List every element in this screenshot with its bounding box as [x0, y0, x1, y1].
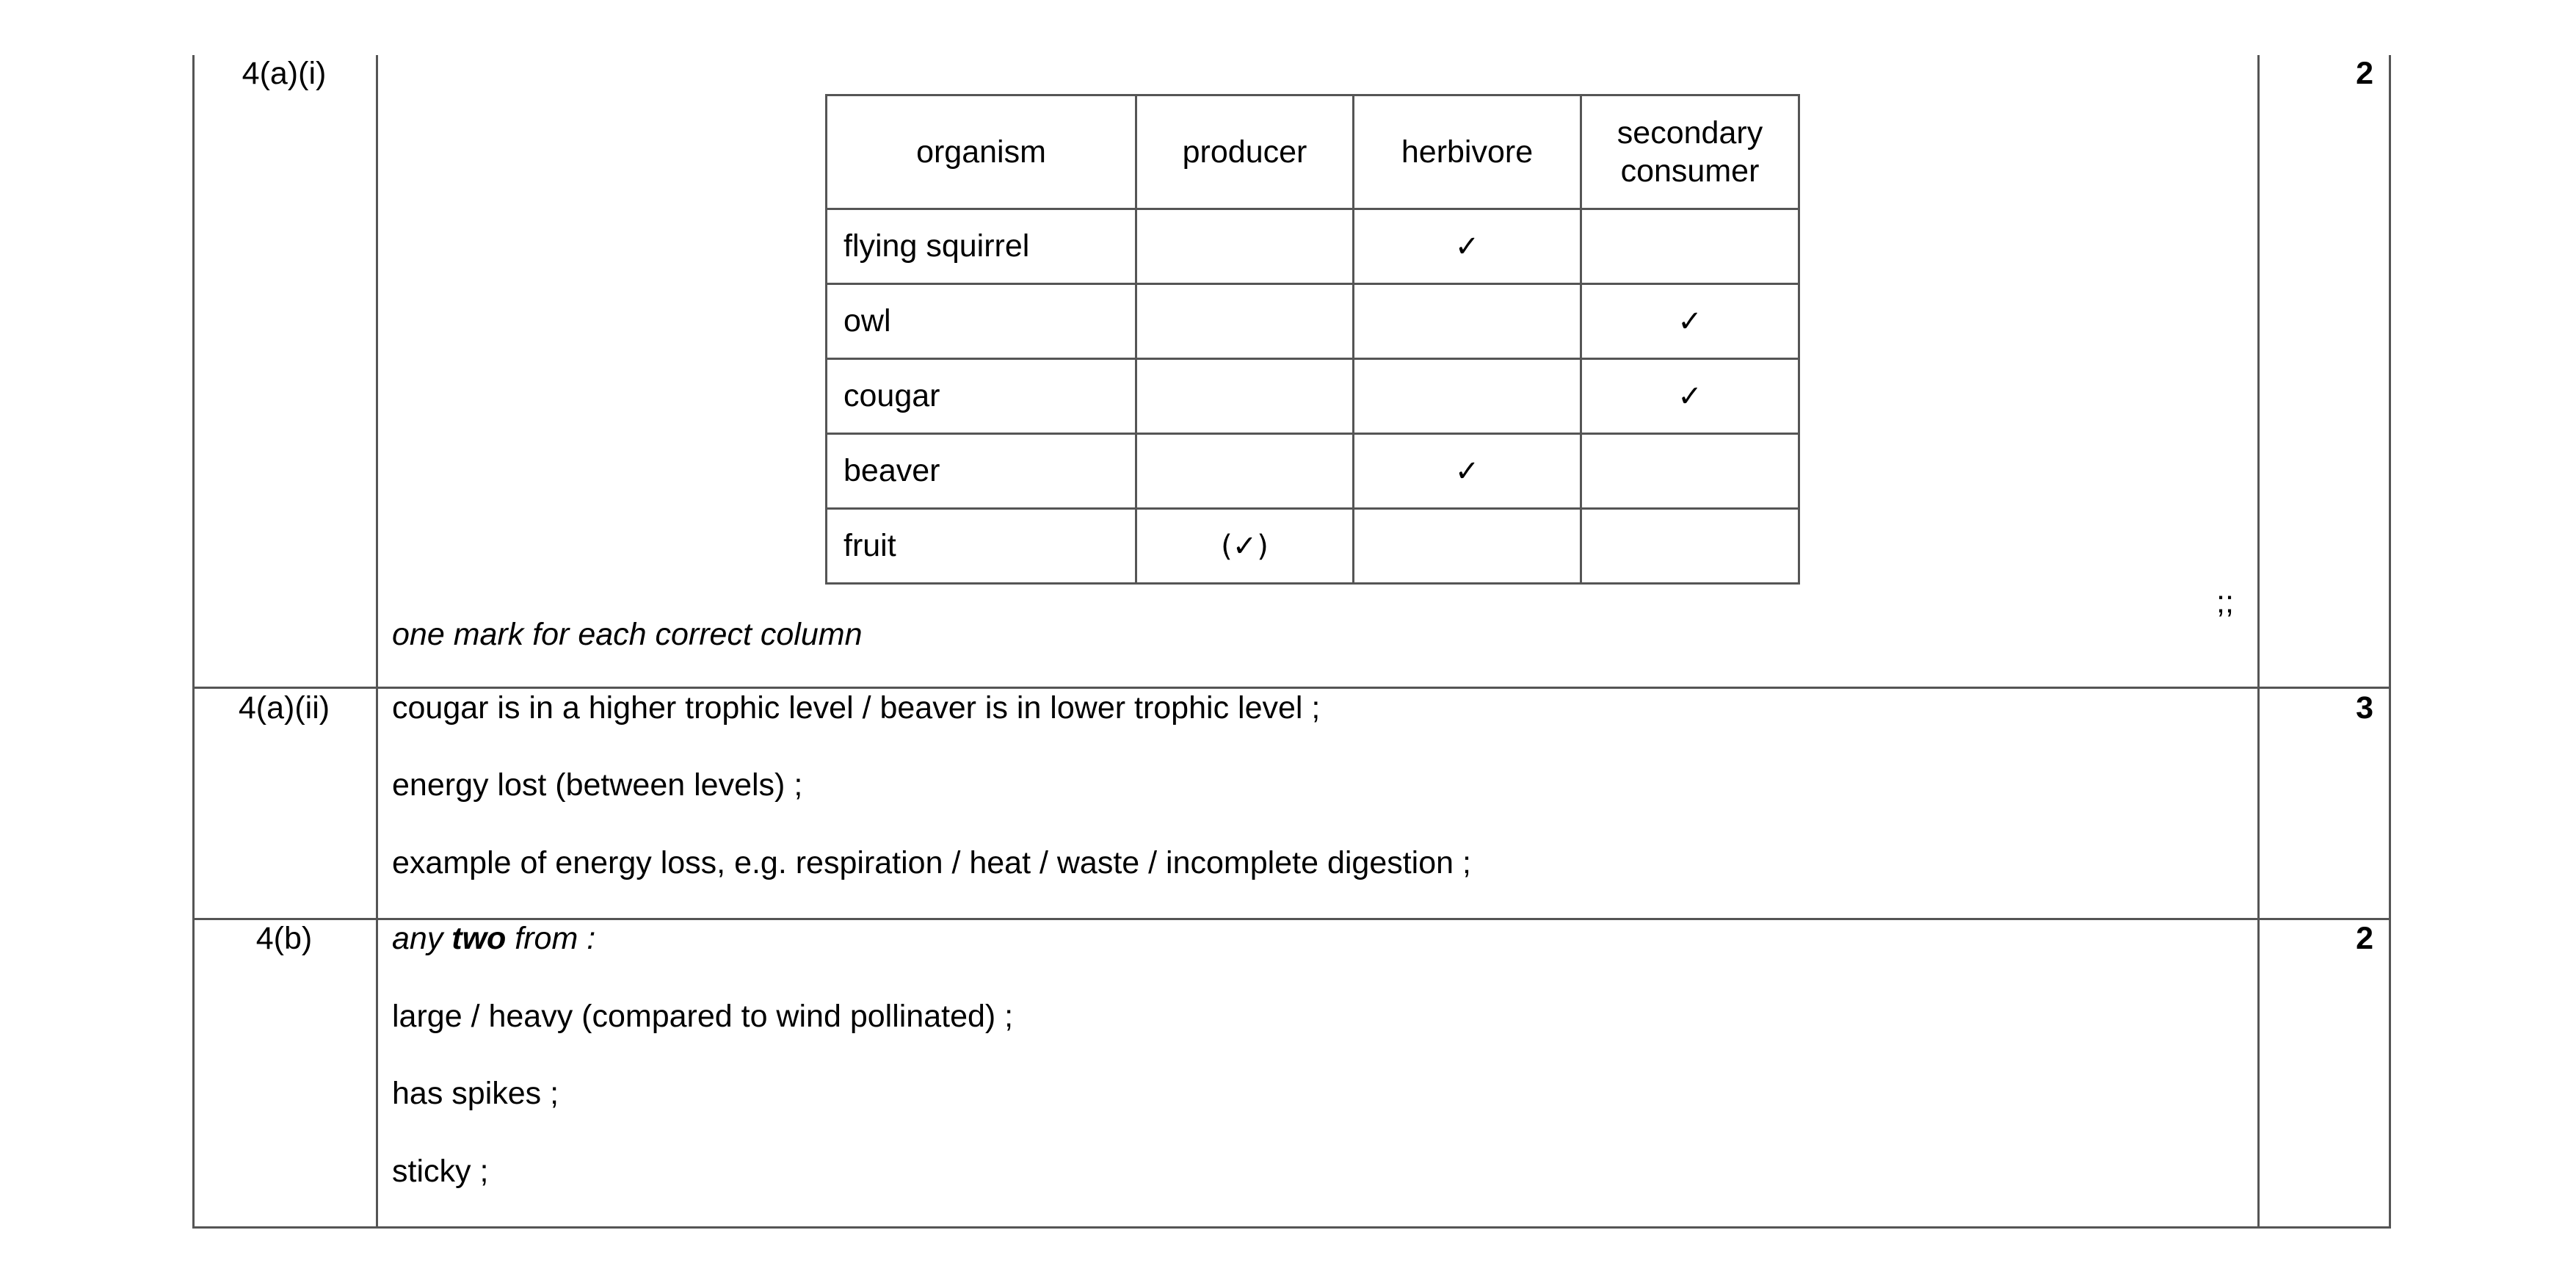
producer-cell — [1136, 359, 1354, 434]
answer-line: has spikes ; — [392, 1076, 559, 1111]
mark-semicolons: ;; — [2216, 585, 2234, 620]
question-number: 4(b) — [255, 921, 313, 956]
table-header-row — [827, 95, 1799, 209]
border-left — [192, 55, 195, 1229]
table-row — [827, 359, 1799, 434]
mark-scheme-table — [192, 55, 2391, 1229]
question-number: 4(a)(i) — [242, 56, 327, 91]
organism-name: beaver — [827, 434, 1136, 509]
secondary-cell — [1581, 434, 1799, 509]
header-producer: producer — [1136, 95, 1354, 209]
producer-cell — [1136, 434, 1354, 509]
row-divider-1 — [192, 687, 2391, 689]
marks-value: 3 — [2356, 690, 2373, 726]
table-row — [827, 509, 1799, 584]
organism-table — [825, 94, 1800, 585]
header-organism: organism — [827, 95, 1136, 209]
organism-name: flying squirrel — [827, 209, 1136, 284]
secondary-cell: ✓ — [1581, 359, 1799, 434]
answer-line: example of energy loss, e.g. respiration / heat / waste / incomplete digestion ; — [392, 845, 1471, 880]
answer-intro — [392, 920, 595, 957]
herbivore-cell — [1354, 359, 1581, 434]
header-herbivore: herbivore — [1354, 95, 1581, 209]
table-row — [827, 209, 1799, 284]
border-bottom — [192, 1226, 2391, 1229]
herbivore-cell: ✓ — [1354, 209, 1581, 284]
secondary-cell — [1581, 209, 1799, 284]
producer-cell — [1136, 209, 1354, 284]
intro-pre: any — [392, 921, 452, 956]
marks-value: 2 — [2356, 56, 2373, 91]
producer-cell: (✓) — [1136, 509, 1354, 584]
answer-line: large / heavy (compared to wind pollinated) ; — [392, 999, 1014, 1034]
herbivore-cell — [1354, 509, 1581, 584]
producer-cell — [1136, 284, 1354, 359]
intro-post: from : — [506, 921, 596, 956]
border-marks-divider — [2257, 55, 2260, 1229]
organism-name: cougar — [827, 359, 1136, 434]
herbivore-cell — [1354, 284, 1581, 359]
marks-value: 2 — [2356, 921, 2373, 956]
header-secondary-consumer — [1581, 95, 1799, 209]
question-number: 4(a)(ii) — [238, 690, 330, 726]
table-row — [827, 434, 1799, 509]
answer-line: sticky ; — [392, 1154, 489, 1189]
answer-line: cougar is in a higher trophic level / beaver is in lower trophic level ; — [392, 690, 1321, 726]
secondary-cell: ✓ — [1581, 284, 1799, 359]
organism-name: fruit — [827, 509, 1136, 584]
secondary-cell — [1581, 509, 1799, 584]
intro-bold: two — [451, 921, 507, 956]
herbivore-cell: ✓ — [1354, 434, 1581, 509]
border-right — [2389, 55, 2391, 1229]
answer-line: energy lost (between levels) ; — [392, 767, 803, 803]
organism-name: owl — [827, 284, 1136, 359]
marking-note: one mark for each correct column — [392, 617, 863, 652]
table-row — [827, 284, 1799, 359]
header-secondary-line1: secondary — [1617, 115, 1763, 151]
header-secondary-line2: consumer — [1620, 153, 1760, 189]
border-col-divider — [376, 55, 378, 1229]
